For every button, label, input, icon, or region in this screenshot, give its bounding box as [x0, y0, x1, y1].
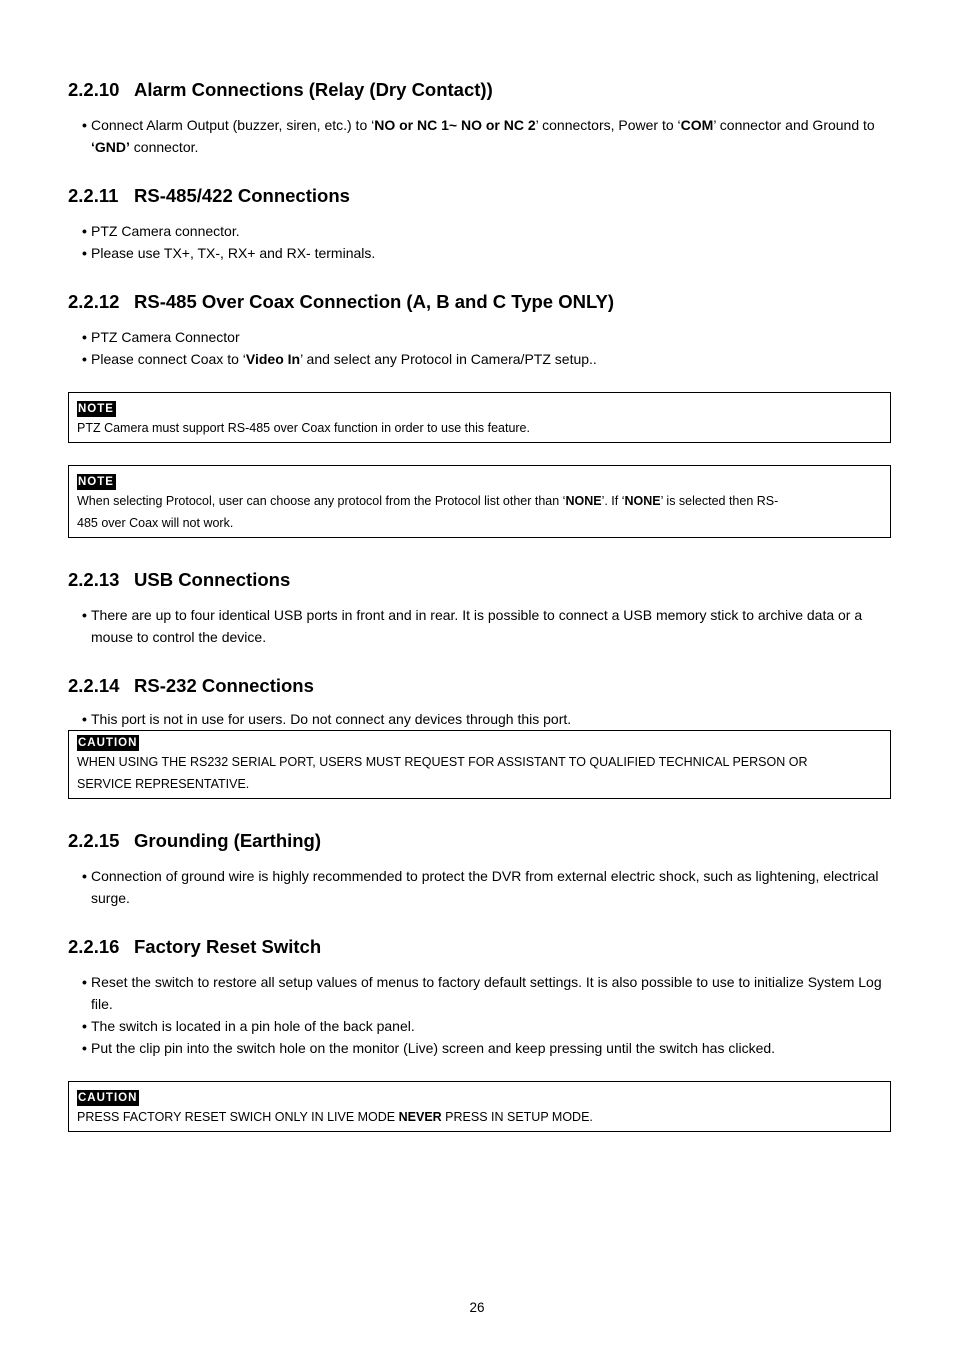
list-item: • The switch is located in a pin hole of the back panel. [82, 1018, 415, 1034]
list-item: • Connect Alarm Output (buzzer, siren, etc.) to ‘NO or NC 1~ NO or NC 2’ connectors, Power to ‘COM’ connector and Ground to ‘GND’ connector. [82, 117, 875, 155]
section-heading: 2.2.11 RS-485/422 Connections [68, 185, 350, 206]
list-item: • PTZ Camera Connector [82, 329, 240, 345]
section-heading: 2.2.16 Factory Reset Switch [68, 936, 322, 957]
caution-label: CAUTION [78, 737, 138, 749]
page-content [68, 78, 891, 1154]
list-item: • Please use TX+, TX-, RX+ and RX- terminals. [82, 245, 376, 261]
list-item: • Reset the switch to restore all setup values of menus to factory default settings. It is also possible to use to initialize System Log file. [82, 974, 882, 1012]
note-label: NOTE [78, 476, 114, 488]
list-item: • Connection of ground wire is highly recommended to protect the DVR from external electric shock, such as lightening, electrical surge. [82, 868, 879, 906]
section-rs485-over-coax [68, 290, 891, 370]
note-box [68, 465, 891, 538]
note-text: 485 over Coax will not work. [77, 516, 234, 530]
caution-label: CAUTION [78, 1092, 138, 1104]
note-text: When selecting Protocol, user can choose any protocol from the Protocol list other than ‘NONE’. If ‘NONE’ is selected then RS- [77, 494, 779, 508]
bullet-list [68, 865, 891, 909]
list-item: • There are up to four identical USB ports in front and in rear. It is possible to connect a USB memory stick to archive data or a mouse to control the device. [82, 607, 863, 645]
section-rs232 [68, 674, 891, 730]
bullet-list [68, 220, 891, 264]
note-label: NOTE [78, 403, 114, 415]
section-heading: 2.2.12 RS-485 Over Coax Connection (A, B and C Type ONLY) [68, 291, 615, 312]
caution-box [68, 1081, 891, 1132]
section-heading: 2.2.13 USB Connections [68, 569, 291, 590]
list-item: • PTZ Camera connector. [82, 223, 240, 239]
caution-text: WHEN USING THE RS232 SERIAL PORT, USERS MUST REQUEST FOR ASSISTANT TO QUALIFIED TECHNICAL PERSON OR [77, 755, 808, 769]
bullet-list [68, 114, 891, 158]
section-heading: 2.2.15 Grounding (Earthing) [68, 830, 322, 851]
section-rs485-422 [68, 184, 891, 264]
caution-text: PRESS FACTORY RESET SWICH ONLY IN LIVE MODE NEVER PRESS IN SETUP MODE. [77, 1110, 593, 1124]
page-number: 26 [469, 1300, 485, 1315]
list-item: • Please connect Coax to ‘Video In’ and select any Protocol in Camera/PTZ setup.. [82, 351, 597, 367]
bullet-list [68, 604, 891, 648]
note-box [68, 392, 891, 443]
section-alarm-connections [68, 78, 891, 158]
section-grounding [68, 829, 891, 909]
bullet-list [68, 971, 891, 1059]
note-text: PTZ Camera must support RS-485 over Coax function in order to use this feature. [77, 421, 530, 435]
section-heading: 2.2.14 RS-232 Connections [68, 675, 314, 696]
list-item: • Put the clip pin into the switch hole on the monitor (Live) screen and keep pressing until the switch has clicked. [82, 1040, 776, 1056]
bullet-list [68, 326, 891, 370]
section-heading: 2.2.10 Alarm Connections (Relay (Dry Contact)) [68, 79, 493, 100]
section-usb [68, 568, 891, 648]
caution-box [68, 730, 891, 799]
caution-text: SERVICE REPRESENTATIVE. [77, 777, 250, 791]
section-factory-reset [68, 935, 891, 1059]
list-item: • This port is not in use for users. Do not connect any devices through this port. [82, 711, 572, 727]
bullet-list [68, 708, 891, 730]
